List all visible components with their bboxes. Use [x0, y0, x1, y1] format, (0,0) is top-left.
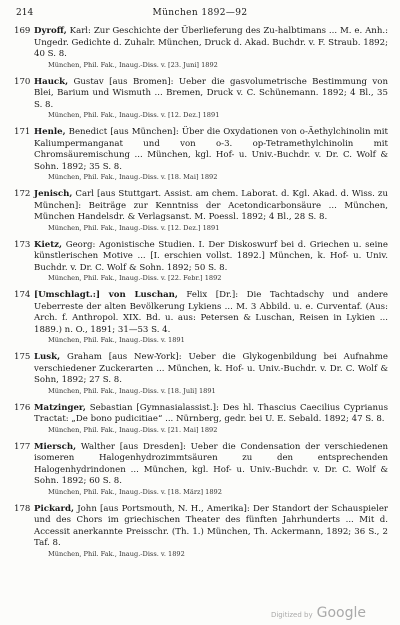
entry-note: München, Phil. Fak., Inaug.-Diss. v. [18. März] 1892: [48, 487, 222, 496]
entry-number: 172: [14, 189, 31, 199]
entry-citation: [34, 442, 388, 488]
list-item: [14, 26, 388, 69]
list-item: [14, 352, 388, 395]
entry-citation: [34, 127, 388, 173]
entry-number: 175: [14, 352, 31, 362]
entry-note: München, Phil. Fak., Inaug.-Diss. v. [23. Juni] 1892: [48, 60, 218, 69]
watermark-brand: Google: [316, 605, 366, 621]
entry-citation: [34, 189, 388, 224]
entry-author: Lusk,: [34, 352, 61, 362]
entry-author: Miersch,: [34, 441, 77, 452]
entry-note: München, Phil. Fak., Inaug.-Diss. v. 1891: [48, 336, 185, 344]
entry-author: Dyroff,: [34, 26, 67, 36]
entry-number: 176: [14, 402, 31, 413]
entry-citation: [34, 290, 388, 336]
entry-author: Kietz,: [34, 239, 63, 250]
entry-citation: [34, 240, 388, 275]
entry-citation: [34, 504, 388, 550]
entry-number: 173: [14, 239, 31, 250]
page-header: [16, 8, 384, 22]
entry-citation: [34, 403, 388, 426]
entry-text: Walther [aus Dresden]: Ueber die Condensation der verschiedenen isomeren Halogenhydrozimmtsäuren zu den entsprechenden Halogenhydrindonen ... München, kgl. Hof- u. Univ.-Buchdr. v. Dr. C. Wolf & Sohn. 1892; 60 S. 8.: [34, 441, 388, 486]
entry-citation: [34, 77, 388, 112]
entry-text: Carl [aus Stuttgart. Assist. am chem. Laborat. d. Kgl. Akad. d. Wiss. zu München]: Beiträge zur Kenntniss der Acetondicarbonsäure ... München, München Handelsdr. & Verlagsanst. M. Poessl. 1892; 4 Bl., 28 S. 8.: [34, 189, 388, 222]
list-item: [14, 290, 388, 344]
entry-text: Graham [aus New-York]: Ueber die Glykogenbildung bei Aufnahme verschiedener Zuckerarten ... München, k. Hof- u. Univ.-Buchdr. v. Dr. C. Wolf & Sohn, 1892; 27 S. 8.: [34, 352, 388, 385]
entry-text: Karl: Zur Geschichte der Überlieferung des Zu-halbtimans ... M. e. Anh.: Ungedr. Gedichte d. Zuhalr. München, Druck d. Akad. Buchdr. v. F. Straub. 1892; 40 S. 8.: [34, 26, 389, 59]
entry-author: Matzinger,: [34, 402, 86, 413]
list-item: [14, 77, 388, 120]
entry-note: München, Phil. Fak., Inaug.-Diss. v. [21. Mai] 1892: [48, 425, 218, 434]
entry-number: 177: [14, 441, 31, 452]
entry-number: 171: [14, 127, 31, 137]
page-number: 214: [16, 8, 34, 18]
running-title: München 1892—92: [152, 8, 248, 18]
list-item: [14, 240, 388, 283]
entry-note: München, Phil. Fak., Inaug.-Diss. v. [12. Dez.] 1891: [48, 223, 220, 232]
entry-number: 178: [14, 503, 31, 514]
entries-list: [14, 26, 388, 566]
entry-author: Henle,: [34, 127, 66, 137]
watermark-prefix: Digitized by: [270, 611, 313, 619]
digitization-watermark: [271, 602, 366, 621]
entry-text: Georg: Agonistische Studien. I. Der Diskoswurf bei d. Griechen u. seine künstlerischen Motive ... [I. erschien vollst. 1892.] München, k. Hof- u. Univ. Buchdr. v. Dr. C. Wolf & Sohn. 1892; 50 S. 8.: [34, 239, 389, 273]
entry-number: 169: [14, 26, 31, 36]
entry-note: München, Phil. Fak., Inaug.-Diss. v. [22. Febr.] 1892: [48, 274, 222, 282]
entry-author: Pickard,: [34, 503, 75, 514]
entry-citation: [34, 26, 388, 61]
entry-text: Sebastian [Gymnasialassist.]: Des hl. Thascius Caecilius Cyprianus Tractat: „De bono pudicitiae“ ... Nürnberg, gedr. bei U. E. Sebald. 1892; 47 S. 8.: [34, 402, 389, 424]
list-item: [14, 403, 388, 434]
list-item: [14, 504, 388, 558]
entry-author: Jenisch,: [34, 189, 73, 199]
entry-note: München, Phil. Fak., Inaug.-Diss. v. [12. Dez.] 1891: [48, 111, 220, 119]
entry-text: Benedict [aus München]: Über die Oxydationen von o-Äethylchinolin mit Kaliumpermanganat und von o-3. op-Tetramethylchinolin mit Chromsäuremischung ... München, kgl. Hof- u. Univ.-Buchdr. v. Dr. C. Wolf & Sohn. 1892; 35 S. 8.: [34, 127, 388, 172]
list-item: [14, 442, 388, 496]
entry-note: München, Phil. Fak., Inaug.-Diss. v. [18. Mai] 1892: [48, 173, 218, 181]
entry-citation: [34, 352, 388, 387]
list-item: [14, 189, 388, 232]
entry-text: Felix [Dr.]: Die Tachtadschy und andere Ueberreste der alten Bevölkerung Lykiens ... M. 3 Abbild. u. e. Curventaf. (Aus: Arch. f. Anthropol. XIX. Bd. u. aus: Petersen & Luschan, Reisen in Lykien ... 1889.) n. O., 1891; 31—53 S. 4.: [34, 290, 388, 335]
entry-text: Gustav [aus Bromen]: Ueber die gasvolumetrische Bestimmung von Blei, Barium und Wismuth ... Bremen, Druck v. C. Schünemann. 1892; 4 Bl., 35 S. 8.: [34, 76, 388, 110]
entry-author: [Umschlagt.:] von Luschan,: [34, 290, 178, 300]
entry-number: 174: [14, 290, 31, 300]
entry-note: München, Phil. Fak., Inaug.-Diss. v. 1892: [48, 549, 185, 558]
list-item: [14, 127, 388, 181]
entry-number: 170: [14, 76, 31, 87]
entry-text: John [aus Portsmouth, N. H., Amerika]: Der Standort der Schauspieler und des Chors im griechischen Theater des fünften Jahrhunderts ... Mit d. Accessit anerkannte Preisschr. (Th. 1.) München, Th. Ackermann, 1892; 36 S., 2 Taf. 8.: [34, 503, 389, 548]
entry-author: Hauck,: [34, 76, 69, 87]
entry-note: München, Phil. Fak., Inaug.-Diss. v. [18. Juli] 1891: [48, 386, 216, 395]
